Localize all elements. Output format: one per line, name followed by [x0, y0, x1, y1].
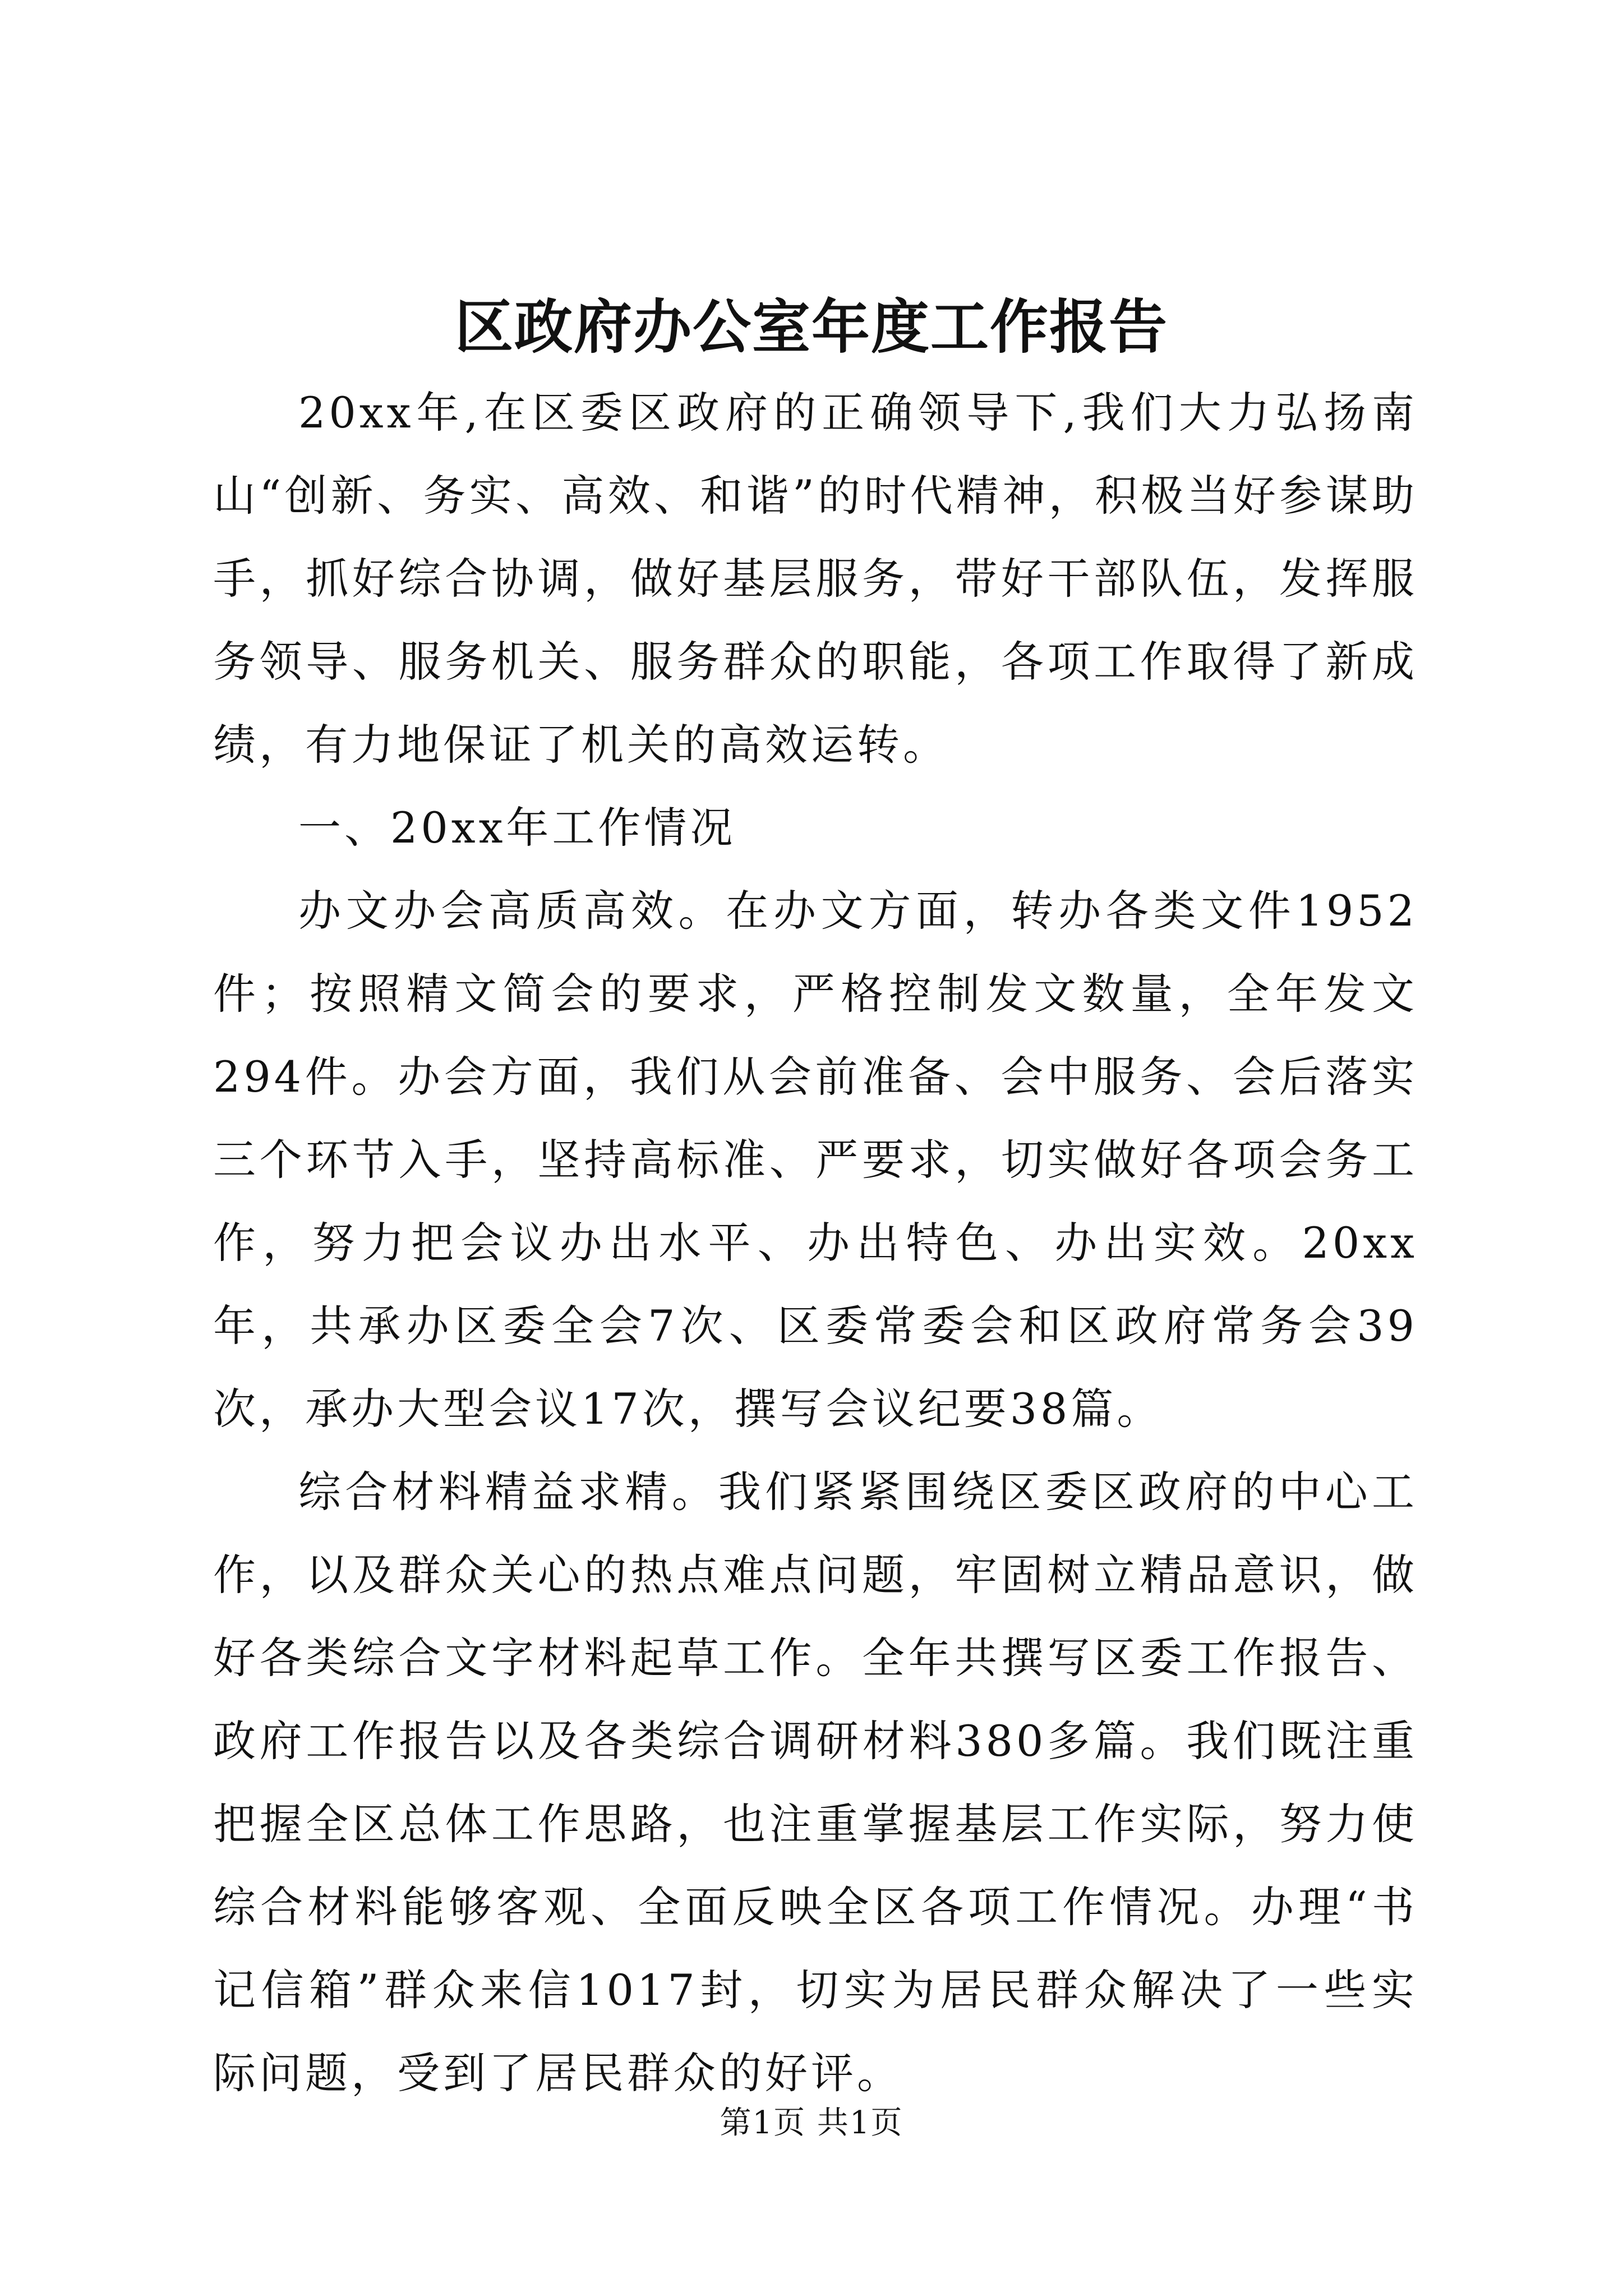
- intro-paragraph: 20xx年,在区委区政府的正确领导下,我们大力弘扬南山“创新、务实、高效、和谐”的时代精神，积极当好参谋助手，抓好综合协调，做好基层服务，带好干部队伍，发挥服务领导、服务机关、服务群众的职能，各项工作取得了新成绩，有力地保证了机关的高效运转。: [213, 388, 1418, 770]
- paragraph-comprehensive-materials: 综合材料精益求精。我们紧紧围绕区委区政府的中心工作，以及群众关心的热点难点问题，牢固树立精品意识，做好各类综合文字材料起草工作。全年共撰写区委工作报告、政府工作报告以及各类综合调研材料380多篇。我们既注重把握全区总体工作思路，也注重掌握基层工作实际，努力使综合材料能够客观、全面反映全区各项工作情况。办理“书记信箱”群众来信1017封，切实为居民群众解决了一些实际问题，受到了居民群众的好评。: [213, 1467, 1418, 2098]
- page-footer: 第1页 共1页: [720, 2105, 903, 2141]
- section-heading: 一、20xx年工作情况: [298, 803, 736, 853]
- paragraph-documents-meetings: 办文办会高质高效。在办文方面，转办各类文件1952件；按照精文简会的要求，严格控制发文数量，全年发文294件。办会方面，我们从会前准备、会中服务、会后落实三个环节入手，坚持高标准、严要求，切实做好各项会务工作，努力把会议办出水平、办出特色、办出实效。20xx年，共承办区委全会7次、区委常委会和区政府常务会39次，承办大型会议17次，撰写会议纪要38篇。: [213, 886, 1418, 1434]
- document-title: 区政府办公室年度工作报告: [454, 292, 1168, 361]
- document-body: [213, 371, 1418, 2115]
